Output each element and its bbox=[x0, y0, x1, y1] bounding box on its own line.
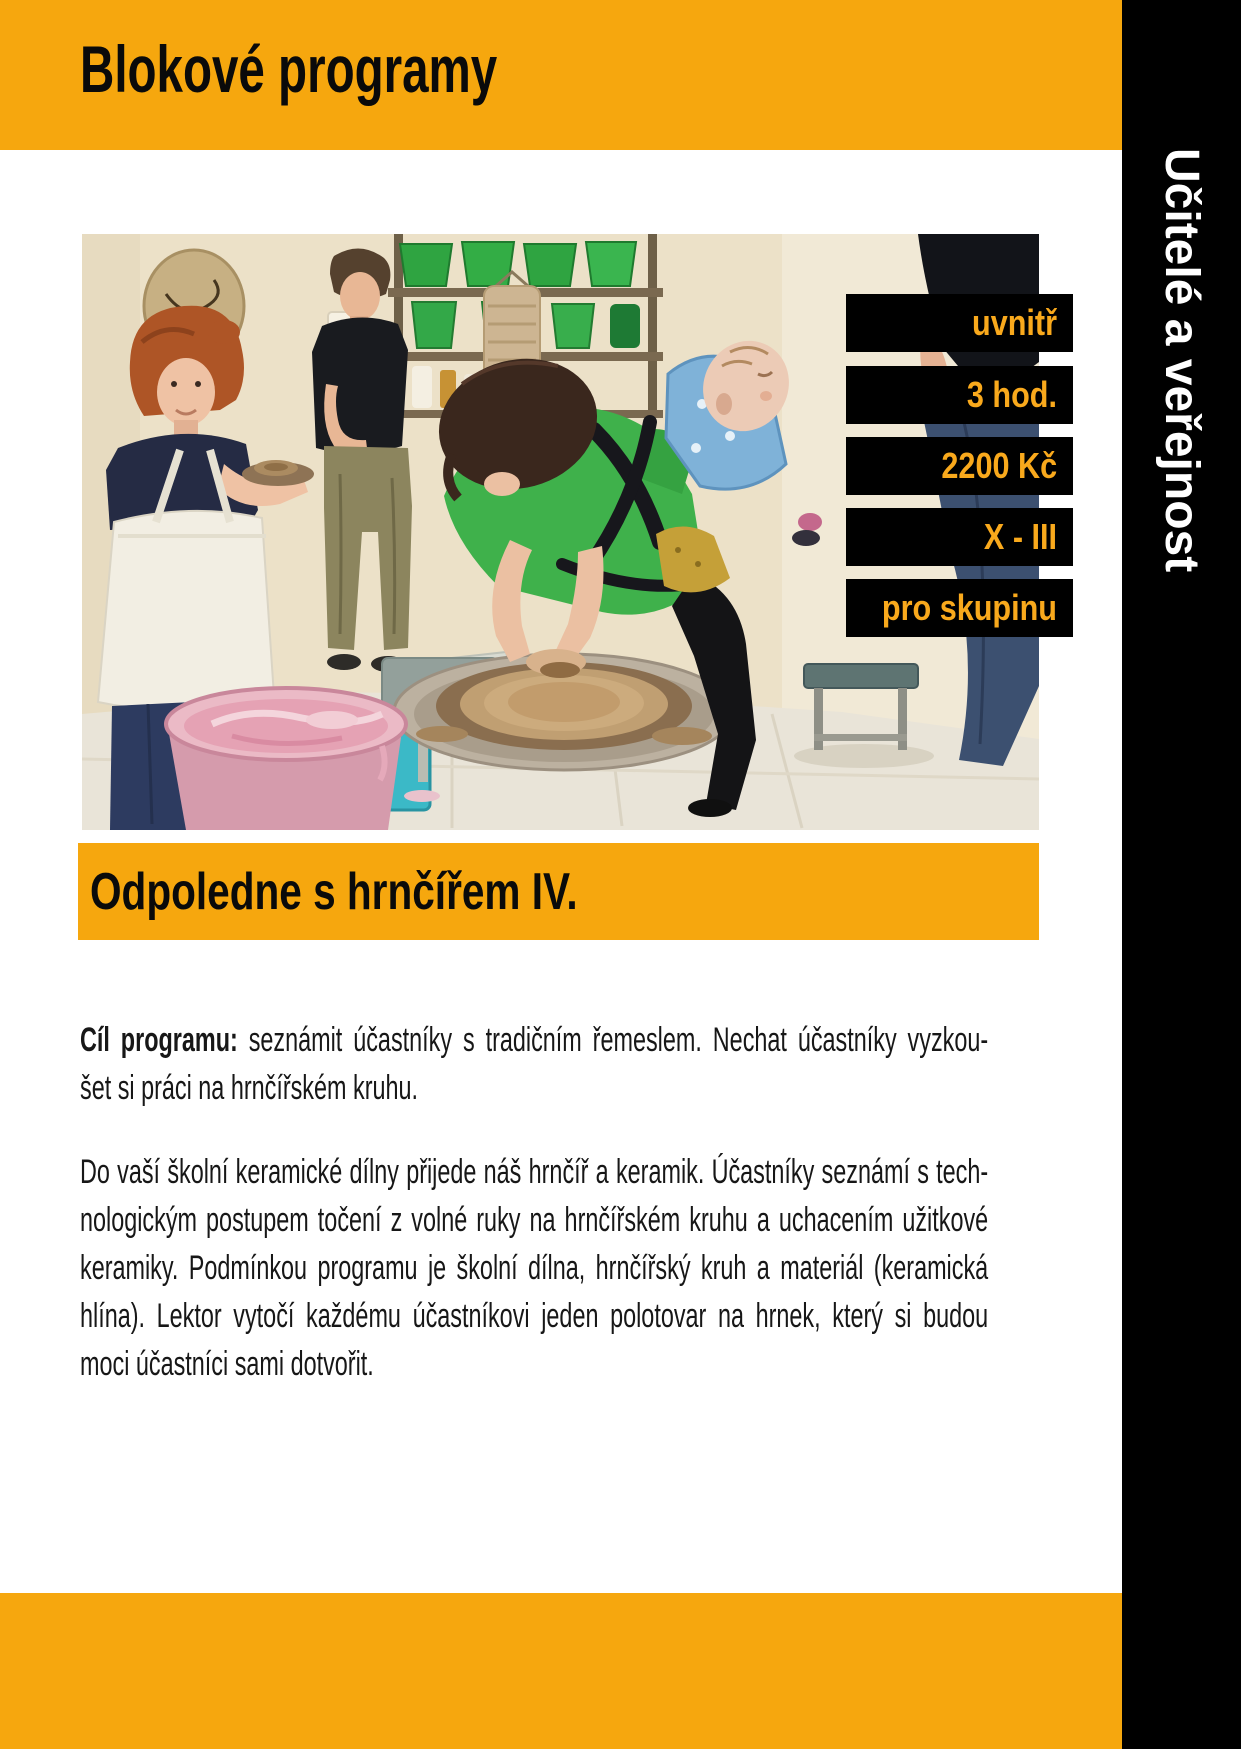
badge-label: X - III bbox=[983, 516, 1057, 557]
footer-band bbox=[0, 1593, 1122, 1749]
header-band bbox=[0, 0, 1122, 150]
goal-label: Cíl programu: bbox=[80, 1021, 238, 1059]
program-title: Odpoledne s hrnčířem IV. bbox=[90, 862, 578, 921]
text-line: šet si práci na hrnčířském kruhu. bbox=[80, 1069, 419, 1107]
info-badge-audience bbox=[846, 579, 1073, 637]
info-badge-location bbox=[846, 294, 1073, 352]
text-line: keramiky. Podmínkou programu je školní dílna, hrnčířský kruh a materiál (keramická bbox=[80, 1249, 989, 1287]
info-badge-price bbox=[846, 437, 1073, 495]
info-badge-months bbox=[846, 508, 1073, 566]
badge-label: uvnitř bbox=[971, 302, 1057, 343]
side-tab-label: Učitelé a veřejnost bbox=[1155, 148, 1208, 573]
badge-label: 2200 Kč bbox=[941, 445, 1057, 486]
description-paragraph bbox=[80, 1148, 988, 1388]
text-line bbox=[80, 1016, 988, 1064]
text-line: nologickým postupem točení z volné ruky na hrnčířském kruhu a uchacením užitkové bbox=[80, 1201, 989, 1239]
side-tab-label-wrap bbox=[1122, 148, 1241, 572]
badge-label: 3 hod. bbox=[966, 374, 1057, 415]
side-tab-band bbox=[1122, 0, 1241, 1749]
text-run: seznámit účastníky s tradičním řemeslem. Nechat účastníky vyzkou- bbox=[248, 1021, 989, 1059]
goal-paragraph bbox=[80, 1016, 988, 1112]
program-description bbox=[80, 1016, 988, 1388]
text-line: moci účastníci sami dotvořit. bbox=[80, 1345, 374, 1383]
text-line: Do vaší školní keramické dílny přijede náš hrnčíř a keramik. Účastníky seznámí s tech- bbox=[80, 1153, 989, 1191]
text-line: hlína). Lektor vytočí každému účastníkovi jeden polotovar na hrnek, který si budou bbox=[80, 1297, 989, 1335]
info-badge-duration bbox=[846, 366, 1073, 424]
page-title: Blokové programy bbox=[80, 32, 498, 106]
badge-label: pro skupinu bbox=[881, 587, 1057, 628]
program-title-band bbox=[78, 843, 1039, 940]
